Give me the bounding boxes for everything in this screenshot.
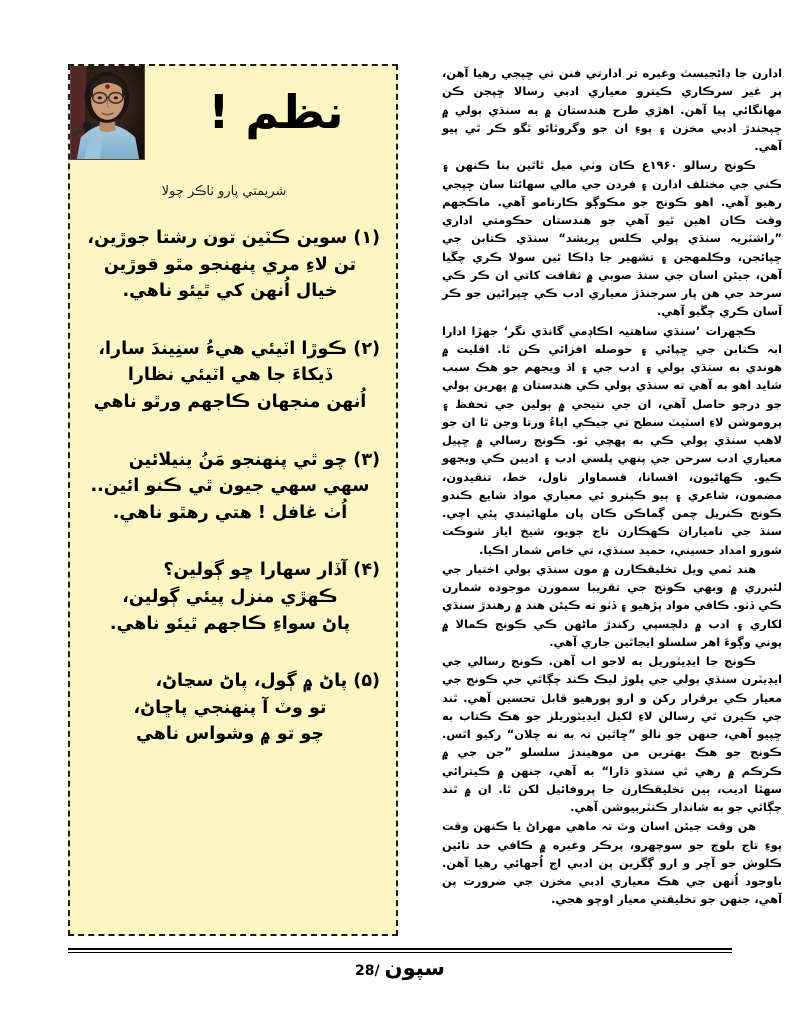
article-paragraph: ڪونج جا ايڊيٽوريل به لاجو اب آهن. ڪونج رسالي جي ايڊيٽرن سنڌي ٻولي جي پلوڙ ليڪ ڪند چڳاٿي جي ڪونج جي معيار ڪي برقرار رکن و ارو پورهيو قابل تحسين آهي. ٿند جي ڪيرن ٿي رسالن لاءِ لکيل ايڊيٽوريلز جو هڪ ڪتاب به ڇپيو آهي، جنهن جو نالو ”ڇاٿين تہ به نه چلان“ رکيو اٿس. ڪونج جو هڪ بهترين من موهيندڙ سلسلو ”جن جي ۾ ڪرڪم ۾ رهي ٿي سنڌو ڌارا“ به آهي، جنهن ۾ ڪيترائي سهٿا اديب، ٻين تخليقڪارن جا پروفائيل لکن ٿا. ان ۾ ٿند چڳاٿي جو به شاندار ڪنٽربيوشن آهي. [442, 654, 782, 814]
article-paragraph: ڪجهرات ’سنڌي ساهتيہ اڪاڊمي گانڌي نگر‘ جهڙا ادارا ابہ ڪتابن جي ڇپائي ۽ حوصله افزائي ڪن ٿا. اقليت ۾ هوندي به سنڌي ٻولي ۽ ادب جي ۽ اڌ ويجهم جو هڪ سبب شايد اهو به آهي ته سنڌي ٻولي ڪي هندستان ۾ پهرين ٻولي جو درجو حاصل آهي، ان جي نتيجي ۾ ٻولين جي تحفظ ۽ پروموشن لاءِ اسٽيٽ سطح تي جيڪي اپاءُ ورتا وجن ٿا ان جو لاهپ سنڌي ٻولي ڪي به پهچي ٿو. ڪونج رسالي ۾ ڇپيل معياري ادب سرحن جي پنهي پلسي ادب ۽ اديبن ڪي ويجهو ڪيو. ڪهاڻيون، افسانا، قسماوار ناول، خط، تنقيدون، مضمون، شاعري ۽ ٻيو ڪيترو ئي معياري مواد شايع ڪندو ڪونج ڪنريل چمن ڳماڪن ڪان پان ملهائيندي پئي اچي. سنڌ جي نامياران ڪهڪارن تاج جويو، شيخ اياز شوڪت شورو امداد حسيني، حميد سنڌي، تي خاص شمار اڪيا. [442, 323, 782, 557]
poem-stanza [80, 225, 380, 305]
poem-line: (۲) ڪوڙا اٽيئي هيءُ سنِيندَ سارا، [98, 338, 380, 359]
poem-line: سهي سهي جيون ٿي ڪنو ائين.. [90, 476, 370, 497]
magazine-name: سپون [384, 956, 445, 980]
poem-line: تو وٽ آ پنهنجي پاڇاڻ، [133, 697, 327, 718]
footer-content-row [68, 956, 732, 980]
poem-stanza [80, 668, 380, 748]
poem-line: اُٺ غافل ! هتي رهٿو ناهي. [112, 502, 348, 523]
poem-line: اُنهن منجهان ڪاجهم ورٿو ناهي [93, 391, 367, 412]
poem-line: ڪهڙي منزل پيئي ڳولين، [122, 586, 338, 607]
footer-rule-thin [68, 952, 732, 953]
page-number: 28/ [355, 963, 380, 979]
article-paragraph: ڪونج رسالو ۱۹۶۰ع ڪان وٺي ميل ٿاٿين بنا ڪنهن ۽ ڪني جي مختلف ادارن ۽ فردن جي مالي سهائتا سان ڇپجي رهيو آهي. اهو ڪونج جو مڪوڳو ڪارنامو آهي. ماڪجهم وقت ڪان اهين ٿيو آهي جو هندستان حڪومتي اداري ”راشٽريہ سنڌي ٻولي ڪلس پريشد“ سنڌي ڪتابن جي ڇپائجن، وڪلمهجن ۽ تشهير جا ڊاڪا ٿين سولا ڪري چڱيا آهن، جيئن اسان جي سنڌ صوبي ۾ ثقافت کاتي ان ڪر ڪي سرحد جي هن پار سرجنڌڙ معياري ادب ڪي ڇپرائين جو ڪر آسان ڪري چڱيو آهي. [442, 158, 782, 319]
poem-line: تن لاءِ مري پنهنجو مٿو قوڙين [103, 254, 357, 275]
poem-line: (۴) آڏار سهارا ڇو ڳولين؟ [163, 560, 380, 581]
poem-stanza [80, 336, 380, 416]
poem-line: ڏيکاءَ جا هي اٽيئي نظارا [127, 365, 333, 386]
poem-stanza [80, 447, 380, 527]
poem-line: (۵) پاڻ ۾ ڳول، پاڻ سڃاڻ، [155, 671, 380, 692]
footer-rule-thick [68, 948, 732, 950]
poet-portrait-photo [70, 64, 145, 160]
poem-stanza [80, 557, 380, 637]
page-footer [68, 948, 732, 980]
poem-header [70, 66, 396, 182]
article-text-column [442, 64, 782, 910]
poem-stanza-list [70, 225, 396, 748]
poem-line: (۳) چو ٿي پنهنجو مَنُ ينيلائين [128, 449, 380, 470]
poem-line: خيال اُنهن کي ٿيئو ناهي. [122, 281, 338, 302]
poem-line: (۱) سوين ڪٽين تون رشتا جوڙين، [87, 228, 380, 248]
poem-line: پاڻ سواءِ ڪاجهم ٿيئو ناهي. [109, 613, 351, 634]
article-paragraph: هن وقت جيئن اسان وٽ تہ ماهي مهراڻ يا ڪنهن وقت پوءِ تاج بلوچ جو سوچهرو، پرڪر وغيره ۾ ڪافي حد تائين ڪلوش جو آچر و ارو ڳگزين پن ادبي اڄ اُجهائي رهيا آهن. باوجود اُنهن جي هڪ معياري ادبي مخزن جي ضرورت پن آهي، جنهن جو تخليقتي معيار اوچو هجي. [442, 819, 782, 907]
poem-box [68, 64, 398, 936]
poem-title: نظم ! [208, 85, 344, 139]
article-paragraph: ادارن جا ڊائجيسٽ وغيره تر ادارتي فنن تي ڇپجي رهيا آهن، پر غير سرڪاري ڪيترو معياري ادبي رسالا ڇپجن ڪن مهانگائي پيا آهن. اهڙي طرح هندستان ۾ به سنڌي ٻولي ۾ ڇپجندڙ ادبي مخزن ۽ پوءِ ان جو وگروٿائو ٿگو ڪر ٿي پيو آهي. [442, 66, 782, 153]
article-paragraph: هند ٽمي ويل تخليقڪارن ۾ مون سنڌي ٻولي اختيار جي لئبرري ۾ وبهي ڪونج جي تقريبا سمورن موجوده شمارن ڪي ڏٺو. ڪافي مواد پڙهيو ۽ ڏٺو ته ڪيئن هند ۾ رهندڙ سنڌي لکاري ۽ ادب ۾ دلچسپي رکندڙ ماڻهن ڪي ڪونج ڪمالا ۾ پوني وڳوءَ اهر سلسلو ايجاٿين جاري آهي. [442, 561, 782, 649]
poem-byline-author: شريمتي پارو ٺاڪر چولا [161, 184, 287, 199]
poem-line: چو تو ۾ وشواس ناهي [136, 724, 324, 745]
